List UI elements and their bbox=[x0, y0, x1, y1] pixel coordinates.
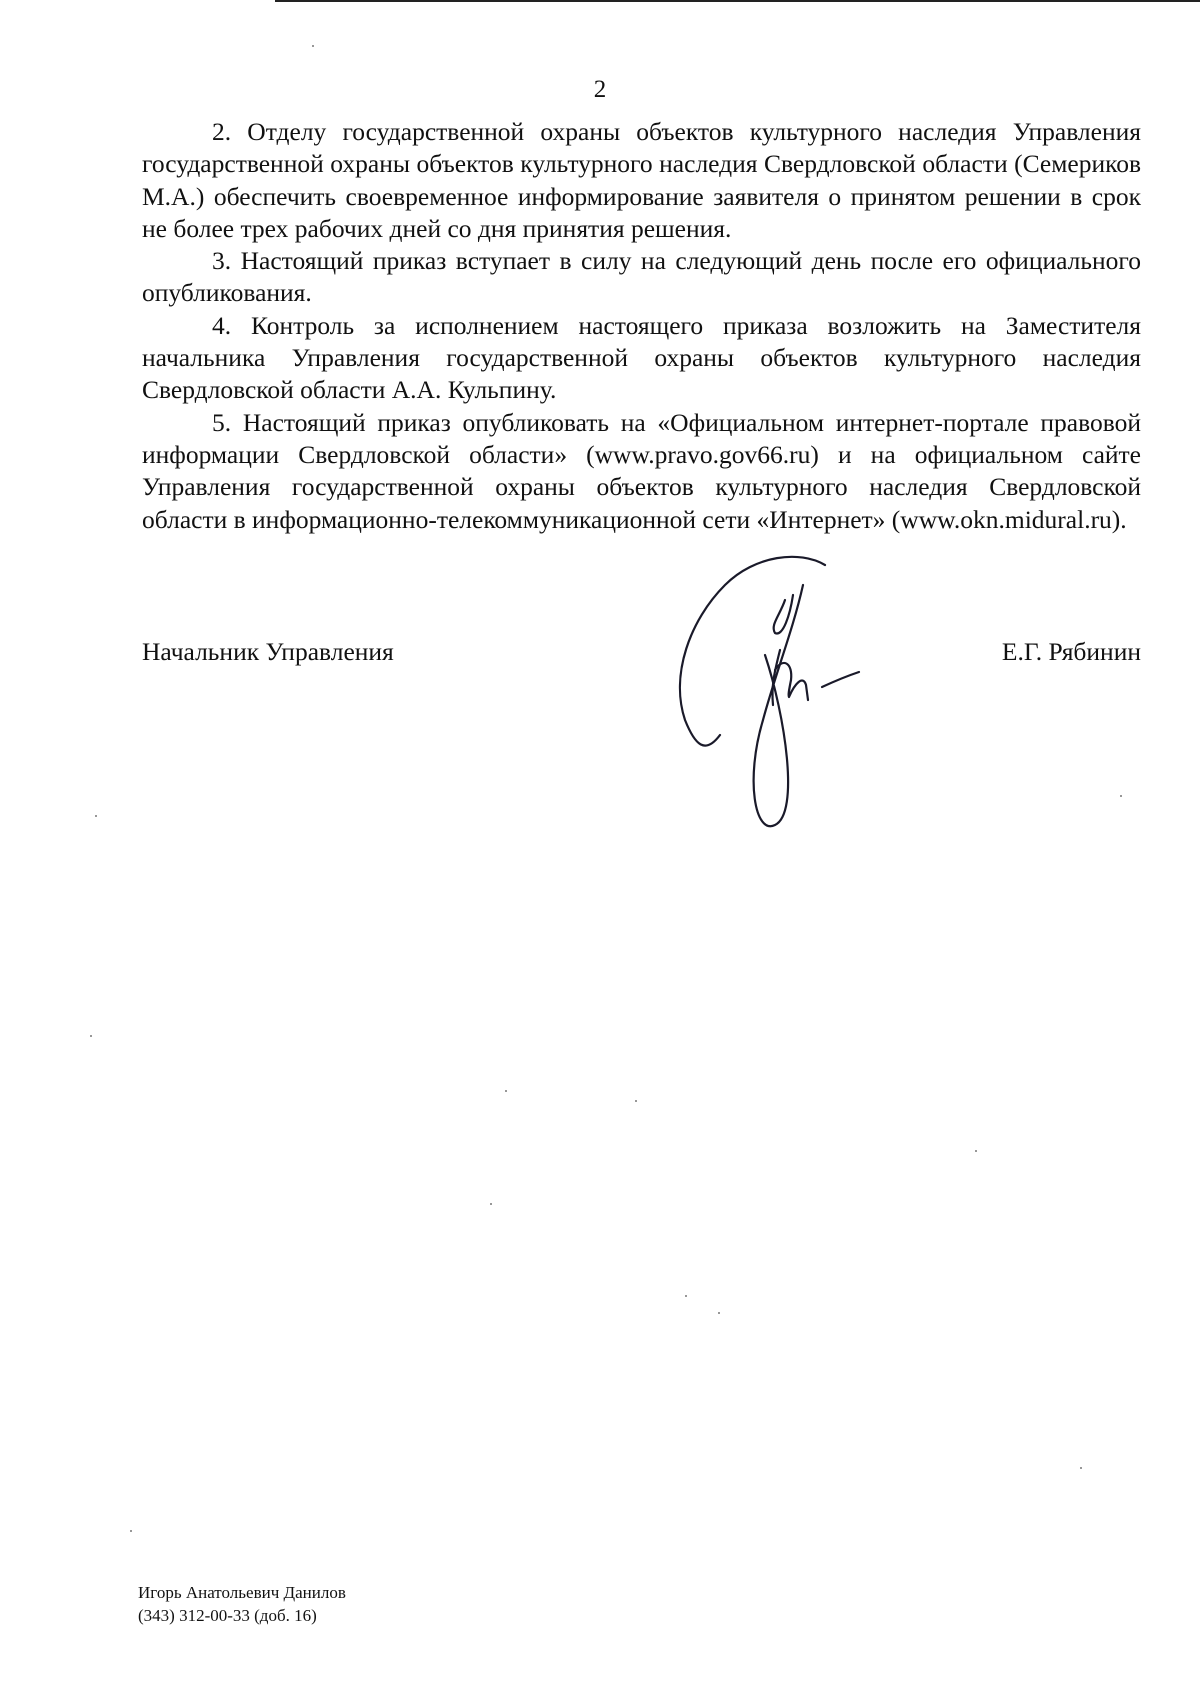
scan-speck bbox=[635, 1100, 637, 1102]
scan-speck bbox=[718, 1312, 720, 1314]
scan-speck bbox=[130, 1530, 132, 1532]
scan-speck bbox=[490, 1203, 492, 1205]
scan-speck bbox=[312, 45, 314, 47]
paragraph-4: 4. Контроль за исполнением настоящего приказа возложить на Заместителя начальника Управления государственной охраны объектов культурного наследия Свердловской области А.А. Кульпину. bbox=[142, 310, 1141, 405]
scan-speck bbox=[505, 1090, 507, 1092]
signatory-position: Начальник Управления bbox=[142, 637, 394, 666]
page-number: 2 bbox=[593, 76, 607, 103]
paragraph-5: 5. Настоящий приказ опубликовать на «Официальном интернет-портале правовой информации Свердловской области» (www.pravo.gov66.ru) и на официальном сайте Управления государственной охраны объектов культурного наследия Свердловской области в информационно-телекоммуникационной сети «Интернет» (www.okn.midural.ru). bbox=[142, 407, 1141, 534]
scan-speck bbox=[1080, 1467, 1082, 1469]
scan-top-edge bbox=[275, 0, 1200, 2]
scan-speck bbox=[95, 815, 97, 817]
paragraph-3: 3. Настоящий приказ вступает в силу на следующий день после его официального опубликования. bbox=[142, 246, 1141, 308]
signatory-name: Е.Г. Рябинин bbox=[1001, 637, 1141, 666]
scan-speck bbox=[685, 1295, 687, 1297]
scan-speck bbox=[1120, 795, 1122, 797]
scan-speck bbox=[975, 1150, 977, 1152]
executor-name: Игорь Анатольевич Данилов bbox=[138, 1583, 346, 1602]
scan-speck bbox=[90, 1035, 92, 1037]
document-body bbox=[142, 116, 1141, 536]
executor-phone: (343) 312-00-33 (доб. 16) bbox=[138, 1606, 317, 1625]
handwritten-signature bbox=[675, 545, 915, 835]
paragraph-2: 2. Отделу государственной охраны объектов культурного наследия Управления государственной охраны объектов культурного наследия Свердловской области (Семериков М.А.) обеспечить своевременное информирование заявителя о принятом решении в срок не более трех рабочих дней со дня принятия решения. bbox=[142, 117, 1141, 243]
executor-footer bbox=[138, 1581, 346, 1627]
